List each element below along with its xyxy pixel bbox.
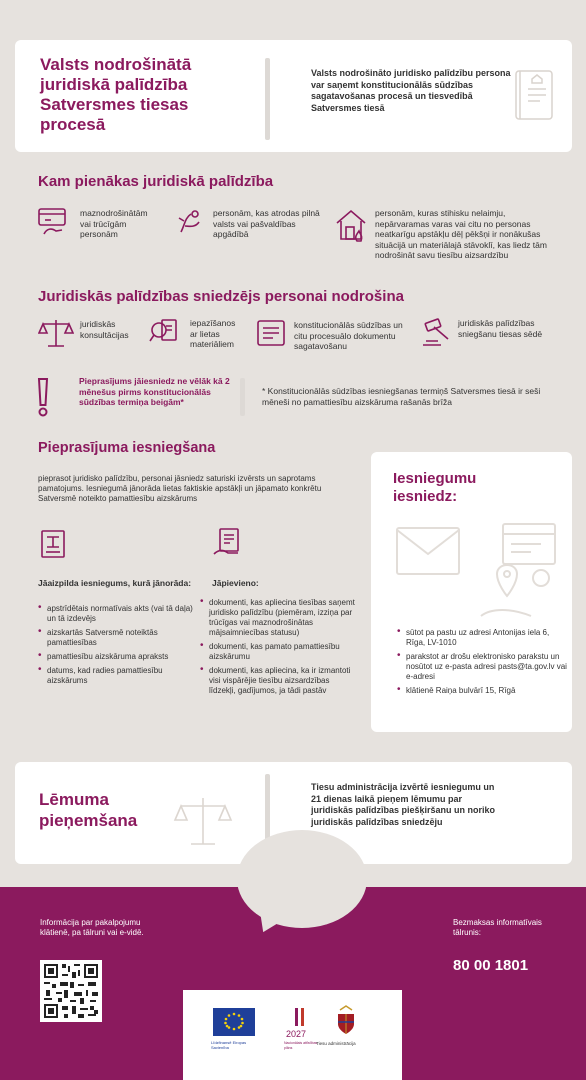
eligible-title: Kam pienākas juridiskā palīdzība: [38, 173, 274, 190]
list-item: • sūtot pa pastu uz adresi Antonijas iela 6, Rīga, LV-1010: [397, 628, 567, 648]
ta-logo-text: Tiesu administrācija: [316, 1041, 356, 1046]
decision-title: Lēmuma pieņemšana: [39, 790, 138, 830]
document-icon: [255, 318, 287, 348]
attach-list: [200, 598, 355, 700]
deadline-warning: Pieprasījums jāiesniedz ne vēlāk kā 2 mēnešus pirms konstitucionālās sūdzības termiņa beigām*: [79, 376, 230, 407]
speech-bubble: [237, 830, 367, 928]
list-item: • aizskartās Satversmē noteiktās pamattiesības: [38, 628, 193, 648]
logo-strip: [183, 990, 402, 1080]
provides-item-3: konstitucionālās sūdzības un citu procesuālo dokumentu sagatavošanu: [294, 320, 403, 351]
phone-label: Bezmaksas informatīvais tālrunis:: [453, 918, 542, 937]
list-item: • parakstot ar drošu elektronisko parakstu un nosūtot uz e-pasta adresi pasts@ta.gov.lv vai e-adresi: [397, 652, 567, 682]
list-item: • klātienē Raiņa bulvārī 15, Rīgā: [397, 686, 567, 696]
submit-title: Iesniegumu iesniedz:: [393, 470, 477, 505]
card-hand-icon: [36, 206, 70, 238]
footer-info: Informācija par pakalpojumu klātienē, pa tālruni vai e-vidē.: [40, 918, 144, 937]
request-title: Pieprasījuma iesniegšana: [38, 440, 216, 456]
eligible-item-1: maznodrošinātām vai trūcīgām personām: [80, 208, 148, 239]
eu-logo-text: Līdzfinansē Eiropas Savienība: [211, 1040, 247, 1050]
house-fire-icon: [333, 205, 369, 245]
list-item: • dokumenti, kas apliecina, ka ir izmantoti visi vispārējie tiesību aizsardzības līdzekļi, gadījumos, ja tādi pastāv: [200, 666, 355, 696]
list-item: • apstrīdētais normatīvais akts (vai tā daļa) un tā izdevējs: [38, 604, 193, 624]
attach-title: Jāpievieno:: [212, 578, 259, 588]
plan-2027-text: Nacionālais attīstības plāns: [284, 1041, 318, 1050]
law-book-icon: [510, 65, 560, 125]
eligible-item-2: personām, kas atrodas pilnā valsts vai pašvaldības apgādībā: [213, 208, 320, 239]
provides-item-1: juridiskās konsultācijas: [80, 319, 129, 340]
divider: [265, 58, 270, 140]
deadline-footnote: * Konstitucionālās sūdzības iesniegšanas termiņš Satversmes tiesā ir seši mēneši no pamattiesību aizskāruma rašanās brīža: [262, 386, 541, 407]
scales-icon: [38, 317, 74, 349]
eu-flag-icon: [213, 1008, 255, 1041]
phone-number[interactable]: 80 00 1801: [453, 957, 529, 974]
list-item: • pamattiesību aizskāruma apraksts: [38, 652, 193, 662]
helping-hand-icon: [175, 206, 205, 238]
eligible-item-3: personām, kuras stihisku nelaimju, nepārvaramas varas vai citu no personas neatkarīgu apstākļu dēļ pēkšņi ir nonākušas situācijā un materiālajā stāvoklī, kas liedz tām nodrošināt savu tiesību aizsardzību: [375, 208, 547, 260]
fill-title: Jāaizpilda iesniegums, kurā jānorāda:: [38, 578, 192, 588]
page-title: Valsts nodrošinātā juridiskā palīdzība Satversmes tiesas procesā: [40, 55, 192, 134]
exclamation-icon: [36, 376, 50, 418]
list-item: • datums, kad radies pamattiesību aizskārums: [38, 666, 193, 686]
header-card: [15, 40, 572, 152]
submit-list: [397, 628, 567, 700]
coat-of-arms-icon: [334, 1004, 358, 1041]
provides-title: Juridiskās palīdzības sniedzējs personai nodrošina: [38, 288, 404, 305]
mail-icon: [391, 516, 561, 626]
submit-card: [371, 452, 572, 732]
qr-code[interactable]: [40, 960, 102, 1022]
scales-watermark-icon: [173, 792, 233, 852]
list-item: • dokumenti, kas pamato pamattiesību aizskārumu: [200, 642, 355, 662]
provides-item-4: juridiskās palīdzības sniegšanu tiesas sēdē: [458, 318, 543, 339]
provides-item-2: iepazīšanos ar lietas materiāliem: [190, 318, 236, 349]
decision-text: Tiesu administrācija izvērtē iesniegumu un 21 dienas laikā pieņem lēmumu par juridiskās palīdzības piešķiršanu un noriko juridiskās palīdzības sniedzēju: [311, 782, 496, 827]
plan-2027-label: 2027: [286, 1029, 307, 1039]
form-scales-icon: [38, 528, 70, 560]
request-intro: pieprasot juridisko palīdzību, personai jāsniedz saturiski izvērsts un saprotams pamatojums. Iesniegumā jānorāda lietas faktiskie apstākļi un jāpamato konkrētu Satversmē noteikto pamattiesību aizskārums: [38, 474, 322, 503]
header-intro: Valsts nodrošināto juridisko palīdzību persona var saņemt konstitucionālās sūdzības sagatavošanas procesā un tiesvedībā Satversmes tiesā: [311, 68, 511, 113]
list-item: • dokumenti, kas apliecina tiesības saņemt juridisko palīdzību (piemēram, izziņa par trūcīgas vai maznodrošinātas mājsaimniecības statusu): [200, 598, 355, 638]
gavel-icon: [420, 317, 454, 349]
fill-list: [38, 604, 193, 690]
doc-hand-icon: [212, 526, 244, 560]
search-docs-icon: [148, 316, 182, 350]
divider: [240, 378, 245, 416]
